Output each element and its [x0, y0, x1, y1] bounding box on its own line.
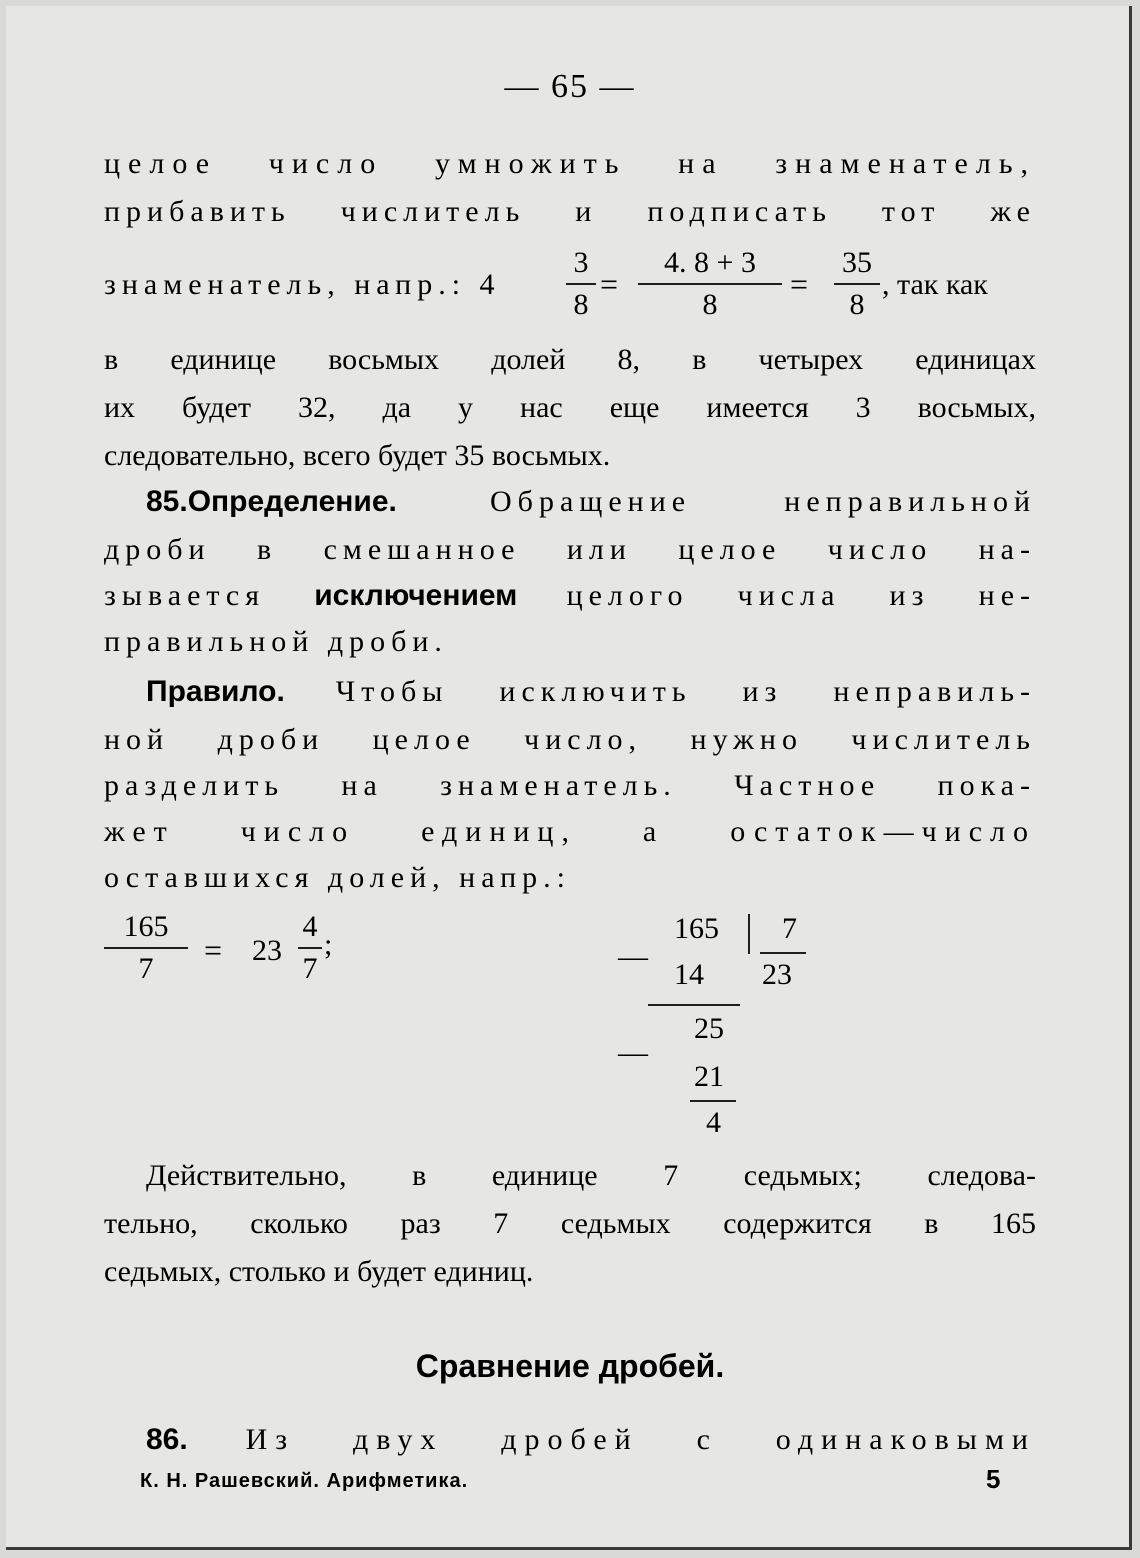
text-line: разделить на знаменатель. Частное пока- [104, 769, 1036, 802]
text-line [146, 1420, 1036, 1460]
partial-dividend: 25 [694, 1012, 724, 1045]
text-line: оставшихся долей, напр.: [104, 861, 571, 894]
subtrahend: 21 [694, 1060, 724, 1093]
text-line: жет число единиц, а остаток—число [104, 815, 1036, 848]
denominator: 8 [702, 288, 718, 321]
fraction [566, 246, 596, 322]
numerator: 4. 8 + 3 [664, 246, 756, 279]
denominator: 8 [573, 288, 589, 321]
text-line: Действительно, в единице 7 седьмых; следова- [146, 1159, 1036, 1192]
text-line [104, 576, 1036, 616]
section-number: 85. [146, 485, 188, 518]
fraction [104, 910, 188, 986]
semicolon: ; [324, 928, 333, 961]
text-line: целое число умножить на знаменатель, [104, 147, 1036, 180]
text-line: дроби в смешанное или целое число на- [104, 533, 1036, 566]
numerator: 165 [123, 910, 169, 943]
minus-sign: — [618, 1036, 648, 1069]
subtraction-bar [648, 1004, 740, 1006]
text-line: тельно, сколько раз 7 седьмых содержится в 165 [104, 1207, 1036, 1240]
rule-paragraph [146, 672, 1036, 712]
rule-term: Правило. [146, 675, 285, 708]
footer-signature-line: К. Н. Рашевский. Арифметика. [140, 1470, 469, 1492]
division-bar [748, 914, 750, 954]
section-heading: Сравнение дробей. [415, 1348, 725, 1384]
remainder: 4 [706, 1106, 721, 1139]
text-line: их будет 32, да у нас еще имеется 3 восьмых, [104, 391, 1036, 424]
text-line: седьмых, столько и будет единиц. [104, 1255, 534, 1288]
equals-sign: = [790, 266, 809, 302]
text-line: , так как [882, 268, 988, 301]
equals-sign: = [204, 932, 223, 968]
text-line: ной дроби целое число, нужно числитель [104, 723, 1036, 756]
quotient-bar [760, 952, 806, 954]
text-line: Чтобы исключить из неправиль- [284, 675, 1036, 708]
numerator: 35 [842, 246, 872, 279]
numerator: 3 [573, 246, 589, 279]
text-line: Обращение неправильной [396, 485, 1036, 518]
text-line: в единице восьмых долей 8, в четырех единицах [104, 343, 1036, 376]
divisor: 7 [782, 912, 797, 945]
text-fragment: целого числа из не- [517, 579, 1036, 612]
text-fragment: зывается [104, 579, 315, 612]
numerator: 4 [302, 910, 318, 943]
page-number: — 65 — [504, 68, 636, 105]
text-line: знаменатель, напр.: 4 [104, 268, 501, 301]
minus-sign: — [618, 940, 648, 973]
fraction-example [104, 244, 1036, 334]
text-line: правильной дроби. [104, 625, 448, 658]
denominator: 7 [302, 952, 318, 985]
subtrahend: 14 [674, 958, 704, 991]
equals-sign: = [600, 266, 619, 302]
denominator: 7 [138, 952, 154, 985]
dividend: 165 [674, 912, 719, 945]
text-line: прибавить числитель и подписать тот же [104, 195, 1036, 228]
definition-85 [146, 482, 1036, 522]
denominator: 8 [849, 288, 865, 321]
fraction [638, 246, 782, 322]
text-fragment: Из двух дробей с одинаковыми [187, 1423, 1036, 1456]
section-number: 86. [146, 1423, 188, 1456]
whole-number: 23 [252, 934, 282, 967]
text-line: следовательно, всего будет 35 восьмых. [104, 439, 611, 472]
subtraction-bar [690, 1100, 736, 1102]
definition-term: Определение. [187, 485, 397, 518]
signature-mark: 5 [986, 1464, 1001, 1494]
key-term: исключением [314, 579, 518, 612]
quotient: 23 [762, 958, 792, 991]
fraction [298, 910, 322, 986]
fraction [834, 246, 880, 322]
